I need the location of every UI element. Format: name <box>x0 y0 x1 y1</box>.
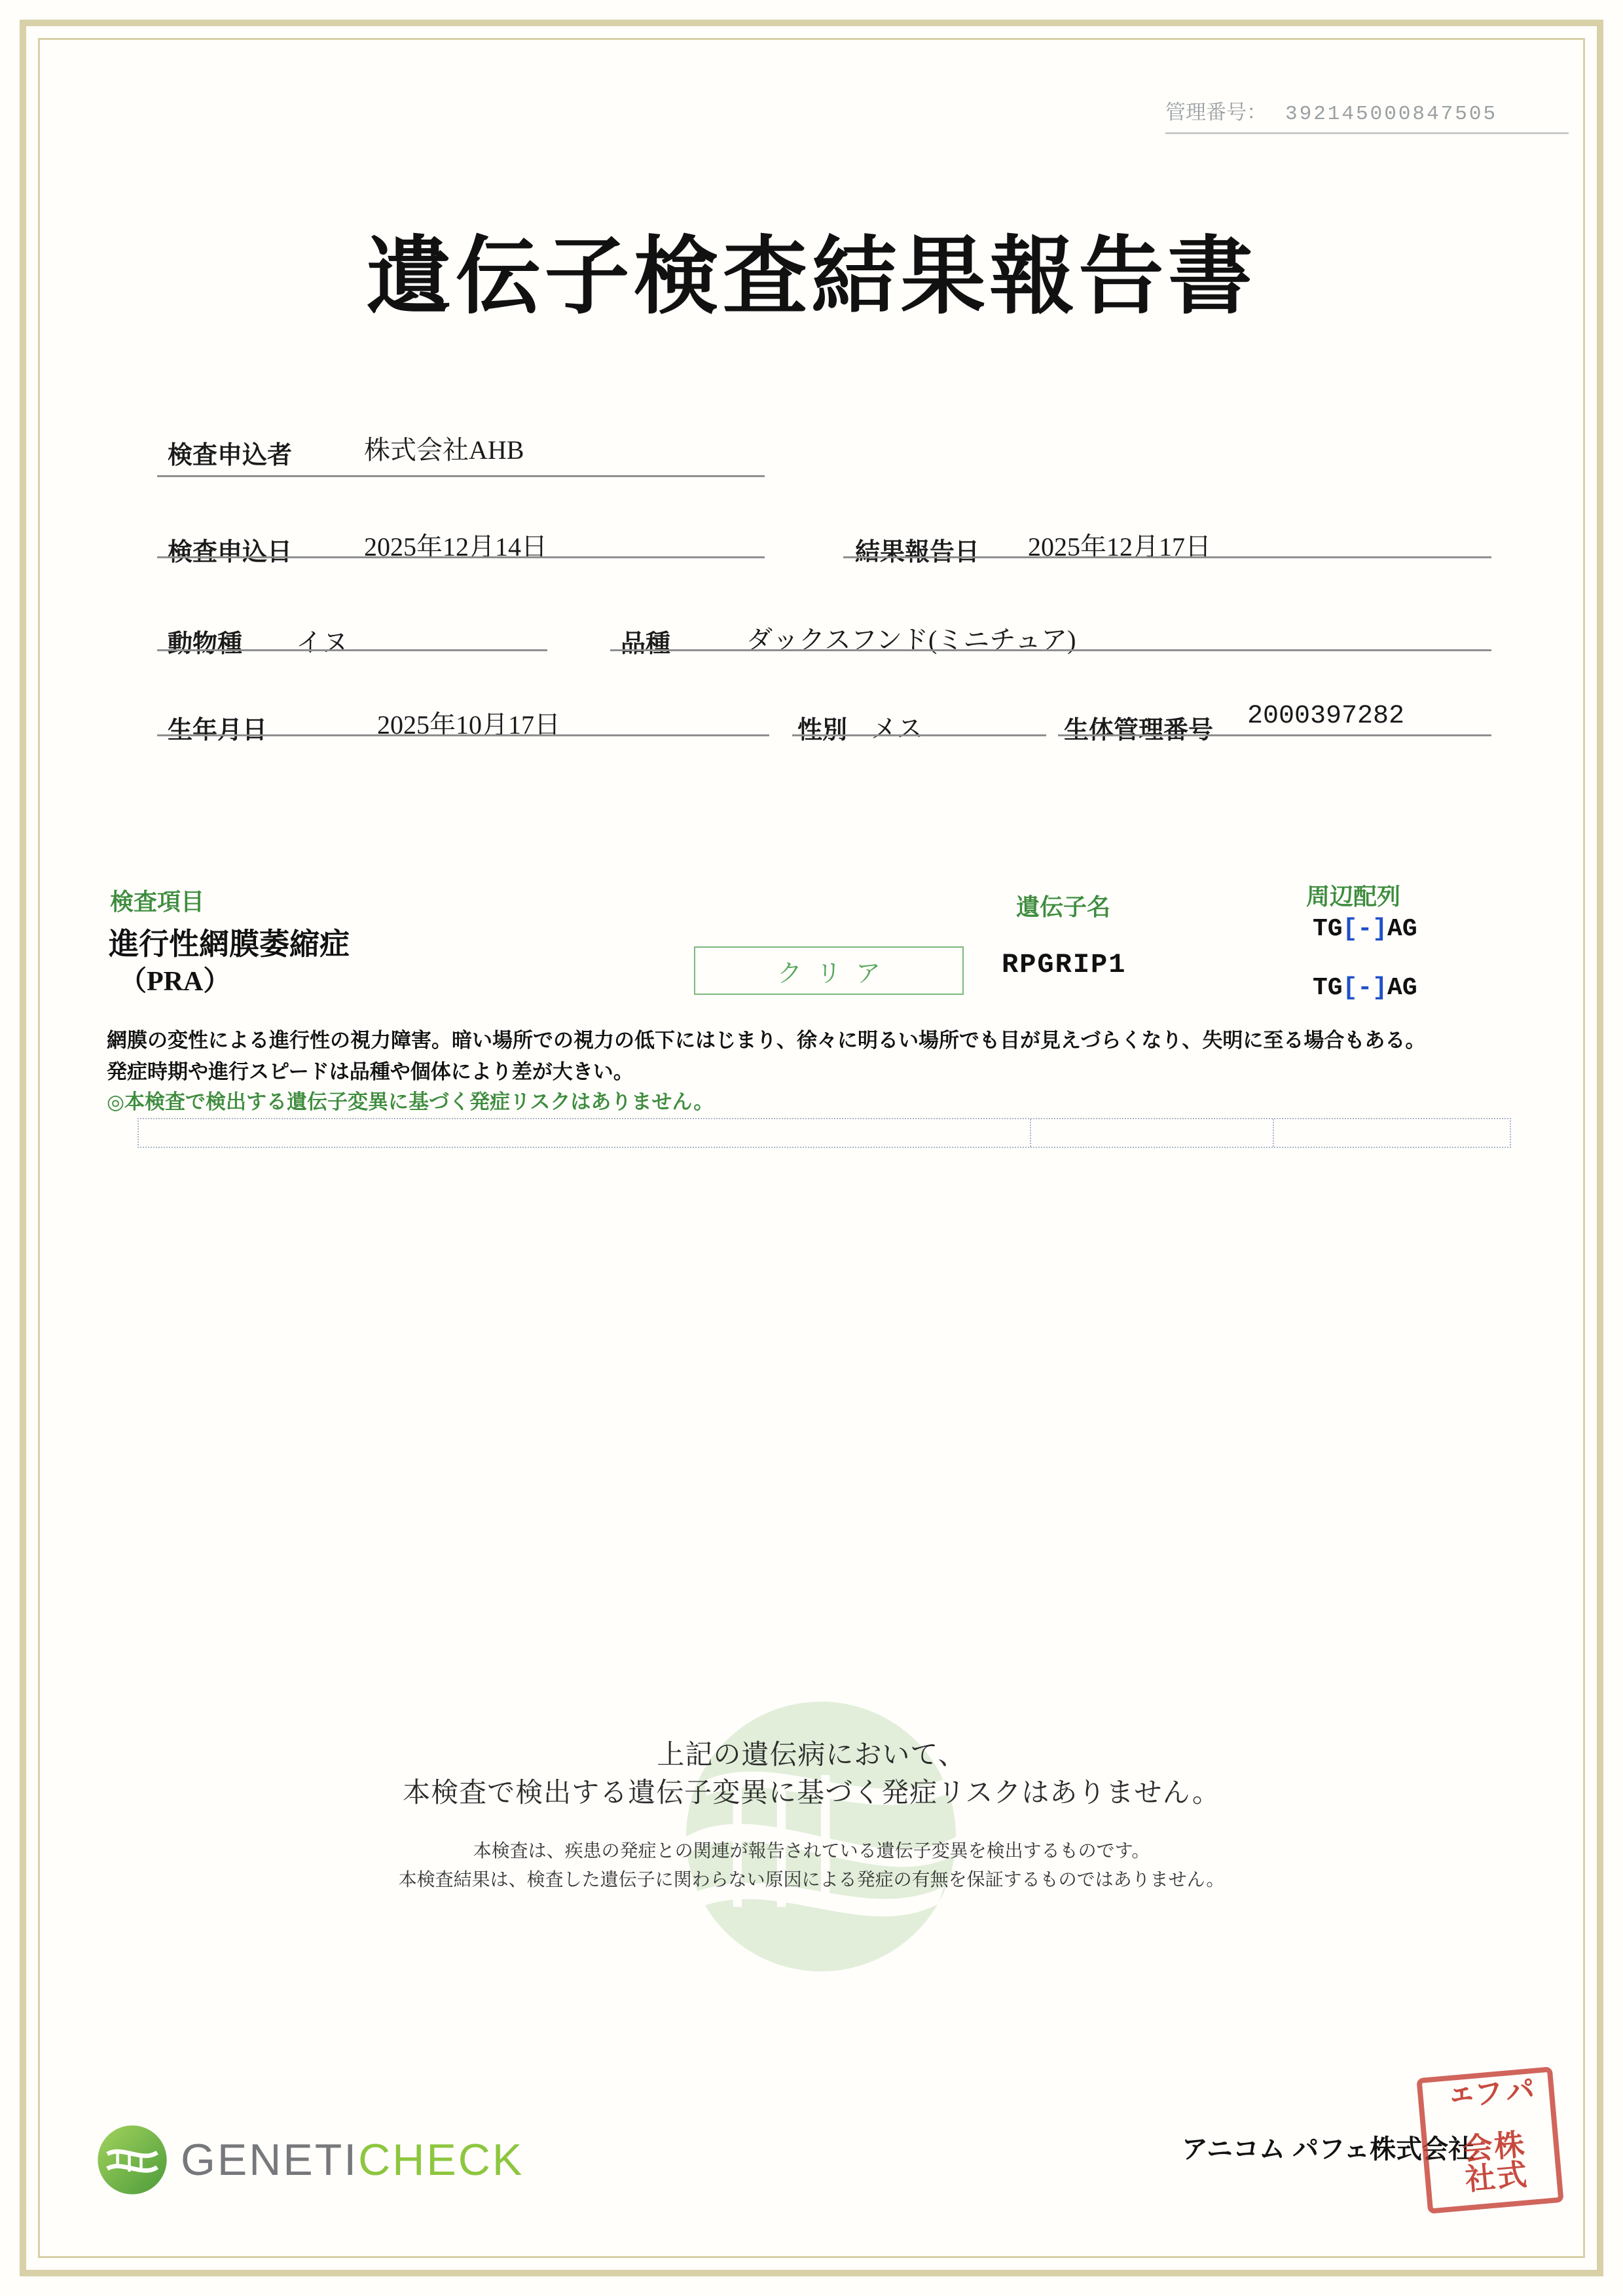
seq2-prefix: TG <box>1313 974 1343 1002</box>
control-number-label: 管理番号： <box>1165 101 1267 124</box>
applicant-value: 株式会社AHB <box>364 435 524 465</box>
sex-value: メス <box>871 714 923 744</box>
apply-date-label: 検査申込日 <box>168 539 293 566</box>
report-title: 遺伝子検査結果報告書 <box>366 230 1257 325</box>
birth-label: 生年月日 <box>168 717 268 744</box>
geneticheck-logo-icon <box>96 2123 169 2197</box>
disease-description <box>107 1025 1534 1088</box>
logotype-geneti: GENETI <box>181 2135 359 2185</box>
applicant-underline <box>157 475 765 477</box>
animal-id-value: 2000397282 <box>1247 702 1405 731</box>
disease-description-line1: 網膜の変性による進行性の視力障害。暗い場所での視力の低下にはじまり、徐々に明るい場所でも目が見えづらくなり、失明に至る場合もある。 <box>107 1029 1426 1052</box>
species-value: イヌ <box>296 628 348 657</box>
control-number-value: 392145000847505 <box>1285 103 1498 126</box>
seq2-suffix: AG <box>1387 974 1417 1002</box>
test-item-label: 検査項目 <box>110 888 205 915</box>
gene-label: 遺伝子名 <box>1016 893 1111 920</box>
report-date-underline <box>843 556 1491 558</box>
disease-description-line2: 発症時期や進行スピードは品種や個体により差が大きい。 <box>107 1060 634 1083</box>
logotype-check: CHECK <box>358 2135 524 2185</box>
apply-date-underline <box>157 556 765 558</box>
disease-abbreviation: （PRA） <box>119 967 231 997</box>
sequence-line-1 <box>1313 915 1417 943</box>
seq1-suffix: AG <box>1387 915 1417 943</box>
summary-line-2: 本検査で検出する遺伝子変異に基づく発症リスクはありません。 <box>403 1777 1220 1808</box>
sex-underline <box>792 734 1046 736</box>
summary-note-2: 本検査結果は、検査した遺伝子に関わらない原因による発症の有無を保証するものではありません。 <box>398 1869 1225 1890</box>
risk-note: ◎本検査で検出する遺伝子変異に基づく発症リスクはありません。 <box>107 1090 714 1113</box>
result-empty-cell-3 <box>1274 1119 1510 1147</box>
sequence-label: 周辺配列 <box>1306 883 1401 910</box>
breed-label: 品種 <box>621 630 671 658</box>
control-number <box>1165 96 1569 134</box>
species-label: 動物種 <box>168 630 243 658</box>
sequence-line-2 <box>1313 974 1417 1002</box>
company-name: アニコム パフェ株式会社 <box>1182 2135 1475 2164</box>
result-empty-row <box>137 1118 1511 1148</box>
result-status-box <box>694 946 964 995</box>
seq2-variant: [-] <box>1342 974 1388 1002</box>
summary-line-1: 上記の遺伝病において、 <box>657 1739 966 1770</box>
animal-id-underline <box>1058 734 1491 736</box>
birth-value: 2025年10月17日 <box>377 710 560 740</box>
animal-id-label: 生体管理番号 <box>1064 717 1214 744</box>
stamp-column-left: 株式会社 <box>1457 2128 1527 2195</box>
species-underline <box>157 649 547 651</box>
geneticheck-logo <box>96 2123 524 2197</box>
stamp-column-right: パフェ <box>1436 2073 1536 2112</box>
report-date-value: 2025年12月17日 <box>1028 532 1211 562</box>
geneticheck-logotype <box>181 2134 524 2185</box>
birth-underline <box>157 734 769 736</box>
result-empty-cell-2 <box>1030 1119 1274 1147</box>
apply-date-value: 2025年12月14日 <box>364 532 547 562</box>
result-status: クリア <box>776 960 895 988</box>
breed-value: ダックスフンド(ミニチュア) <box>746 625 1076 655</box>
result-empty-cell-1 <box>139 1119 1030 1147</box>
disease-name: 進行性網膜萎縮症 <box>109 927 350 961</box>
applicant-label: 検査申込者 <box>168 442 293 469</box>
breed-underline <box>610 649 1491 651</box>
summary-note-1: 本検査は、疾患の発症との関連が報告されている遺伝子変異を検出するものです。 <box>473 1840 1150 1861</box>
seq1-prefix: TG <box>1313 915 1343 943</box>
seq1-variant: [-] <box>1342 915 1388 943</box>
report-date-label: 結果報告日 <box>855 539 980 566</box>
sex-label: 性別 <box>797 717 848 744</box>
gene-name: RPGRIP1 <box>1002 949 1127 980</box>
company-seal-stamp <box>1416 2066 1563 2214</box>
